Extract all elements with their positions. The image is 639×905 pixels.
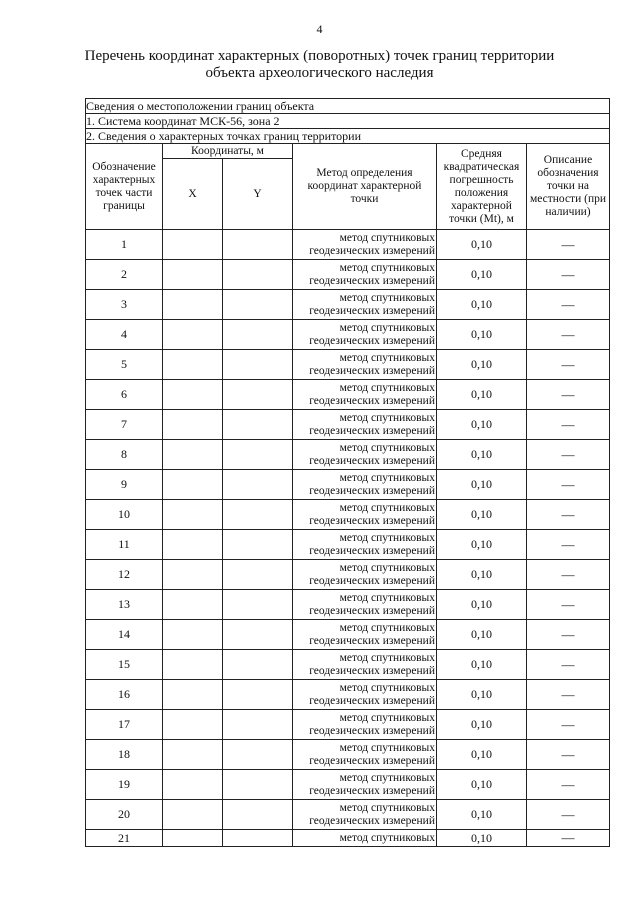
point-number: 12: [86, 560, 163, 590]
table-row: [86, 770, 610, 800]
method-cell: [293, 380, 437, 410]
method-line-2: геодезических измерений: [309, 664, 435, 677]
point-number: 2: [86, 260, 163, 290]
method-line-2: геодезических измерений: [309, 394, 435, 407]
coordinate-x: [163, 530, 223, 560]
coordinate-x: [163, 590, 223, 620]
error-value: 0,10: [437, 620, 527, 650]
table-row: [86, 440, 610, 470]
description-value: —: [527, 290, 610, 320]
point-number: 21: [86, 830, 163, 847]
method-cell: [293, 470, 437, 500]
point-number: 6: [86, 380, 163, 410]
description-value: —: [527, 440, 610, 470]
method-line-1: метод спутниковых: [339, 831, 435, 844]
description-value: —: [527, 740, 610, 770]
method-line-1: метод спутниковых: [339, 231, 435, 244]
description-value: —: [527, 650, 610, 680]
description-value: —: [527, 410, 610, 440]
error-value: 0,10: [437, 770, 527, 800]
coordinate-x: [163, 260, 223, 290]
table-row: [86, 470, 610, 500]
coordinate-x: [163, 800, 223, 830]
error-value: 0,10: [437, 560, 527, 590]
coordinate-x: [163, 740, 223, 770]
point-number: 14: [86, 620, 163, 650]
method-line-1: метод спутниковых: [339, 291, 435, 304]
method-cell: [293, 260, 437, 290]
table-row: [86, 560, 610, 590]
point-number: 4: [86, 320, 163, 350]
method-line-1: метод спутниковых: [339, 441, 435, 454]
method-cell: [293, 230, 437, 260]
coordinate-x: [163, 830, 223, 847]
error-value: 0,10: [437, 440, 527, 470]
method-line-2: геодезических измерений: [309, 814, 435, 827]
method-cell: [293, 320, 437, 350]
table-row: [86, 290, 610, 320]
table-row: [86, 830, 610, 847]
coordinate-y: [223, 560, 293, 590]
point-number: 5: [86, 350, 163, 380]
method-line-2: геодезических измерений: [309, 424, 435, 437]
method-cell: [293, 560, 437, 590]
coordinate-y: [223, 740, 293, 770]
description-value: —: [527, 530, 610, 560]
method-cell: [293, 770, 437, 800]
table-row: [86, 230, 610, 260]
error-value: 0,10: [437, 530, 527, 560]
method-line-2: геодезических измерений: [309, 634, 435, 647]
method-line-1: метод спутниковых: [339, 801, 435, 814]
info-row-points-info: 2. Сведения о характерных точках границ территории: [86, 129, 610, 144]
method-cell: [293, 350, 437, 380]
description-value: —: [527, 560, 610, 590]
error-value: 0,10: [437, 290, 527, 320]
page-number: 4: [316, 22, 323, 36]
document-title: [40, 48, 599, 82]
point-number: 15: [86, 650, 163, 680]
coordinate-y: [223, 500, 293, 530]
method-line-1: метод спутниковых: [339, 651, 435, 664]
method-line-2: геодезических измерений: [309, 754, 435, 767]
method-line-1: метод спутниковых: [339, 741, 435, 754]
coordinate-x: [163, 380, 223, 410]
table-row: [86, 590, 610, 620]
method-cell: [293, 530, 437, 560]
coordinate-x: [163, 350, 223, 380]
point-number: 16: [86, 680, 163, 710]
coordinate-y: [223, 230, 293, 260]
description-value: —: [527, 590, 610, 620]
header-description: Описание обозначения точки на местности (при наличии): [527, 144, 610, 230]
method-line-1: метод спутниковых: [339, 621, 435, 634]
method-line-1: метод спутниковых: [339, 591, 435, 604]
table-row: [86, 260, 610, 290]
method-line-2: геодезических измерений: [309, 514, 435, 527]
description-value: —: [527, 500, 610, 530]
description-value: —: [527, 470, 610, 500]
coordinate-y: [223, 530, 293, 560]
coordinate-y: [223, 410, 293, 440]
method-line-1: метод спутниковых: [339, 471, 435, 484]
table-row: [86, 740, 610, 770]
title-line-2: объекта археологического наследия: [205, 65, 434, 81]
error-value: 0,10: [437, 800, 527, 830]
coordinate-y: [223, 290, 293, 320]
description-value: —: [527, 830, 610, 847]
description-value: —: [527, 350, 610, 380]
coordinate-x: [163, 560, 223, 590]
coordinate-y: [223, 590, 293, 620]
point-number: 18: [86, 740, 163, 770]
method-line-2: геодезических измерений: [309, 724, 435, 737]
method-line-1: метод спутниковых: [339, 411, 435, 424]
method-cell: [293, 290, 437, 320]
coordinates-table: [85, 98, 610, 847]
point-number: 7: [86, 410, 163, 440]
coordinate-x: [163, 680, 223, 710]
coordinate-y: [223, 680, 293, 710]
method-cell: [293, 410, 437, 440]
header-coordinates: Координаты, м: [163, 144, 293, 159]
point-number: 8: [86, 440, 163, 470]
header-y: Y: [223, 159, 293, 230]
description-value: —: [527, 680, 610, 710]
point-number: 13: [86, 590, 163, 620]
method-line-1: метод спутниковых: [339, 381, 435, 394]
description-value: —: [527, 800, 610, 830]
coordinate-x: [163, 770, 223, 800]
method-line-2: геодезических измерений: [309, 274, 435, 287]
method-cell: [293, 680, 437, 710]
error-value: 0,10: [437, 830, 527, 847]
method-cell: [293, 500, 437, 530]
description-value: —: [527, 620, 610, 650]
method-line-2: геодезических измерений: [309, 694, 435, 707]
point-number: 19: [86, 770, 163, 800]
error-value: 0,10: [437, 590, 527, 620]
method-cell: [293, 710, 437, 740]
coordinate-y: [223, 380, 293, 410]
table-row: [86, 380, 610, 410]
point-number: 9: [86, 470, 163, 500]
error-value: 0,10: [437, 680, 527, 710]
info-row-coordinate-system: 1. Система координат МСК-56, зона 2: [86, 114, 610, 129]
method-line-2: геодезических измерений: [309, 334, 435, 347]
point-number: 10: [86, 500, 163, 530]
table-row: [86, 620, 610, 650]
coordinate-y: [223, 770, 293, 800]
error-value: 0,10: [437, 230, 527, 260]
description-value: —: [527, 260, 610, 290]
method-line-2: геодезических измерений: [309, 454, 435, 467]
method-cell: [293, 620, 437, 650]
coordinate-y: [223, 320, 293, 350]
method-line-2: геодезических измерений: [309, 484, 435, 497]
table-row: [86, 710, 610, 740]
description-value: —: [527, 320, 610, 350]
coordinate-y: [223, 620, 293, 650]
method-line-2: геодезических измерений: [309, 574, 435, 587]
error-value: 0,10: [437, 380, 527, 410]
coordinate-y: [223, 350, 293, 380]
table-row: [86, 530, 610, 560]
method-line-1: метод спутниковых: [339, 771, 435, 784]
method-line-2: геодезических измерений: [309, 244, 435, 257]
coordinate-x: [163, 290, 223, 320]
coordinate-x: [163, 650, 223, 680]
coordinate-y: [223, 800, 293, 830]
method-line-1: метод спутниковых: [339, 321, 435, 334]
error-value: 0,10: [437, 350, 527, 380]
method-cell: [293, 650, 437, 680]
header-designation: Обозначение характерных точек части границы: [86, 144, 163, 230]
method-cell: [293, 590, 437, 620]
coordinate-x: [163, 410, 223, 440]
method-line-2: геодезических измерений: [309, 784, 435, 797]
method-cell: [293, 440, 437, 470]
method-line-2: геодезических измерений: [309, 544, 435, 557]
table-row: [86, 680, 610, 710]
error-value: 0,10: [437, 710, 527, 740]
table-row: [86, 650, 610, 680]
coordinate-y: [223, 830, 293, 847]
method-cell: [293, 830, 437, 847]
method-cell: [293, 800, 437, 830]
method-line-1: метод спутниковых: [339, 711, 435, 724]
method-line-2: геодезических измерений: [309, 364, 435, 377]
method-line-1: метод спутниковых: [339, 681, 435, 694]
coordinate-y: [223, 470, 293, 500]
coordinate-y: [223, 650, 293, 680]
coordinate-x: [163, 500, 223, 530]
description-value: —: [527, 230, 610, 260]
method-line-1: метод спутниковых: [339, 531, 435, 544]
method-cell: [293, 740, 437, 770]
coordinate-x: [163, 320, 223, 350]
error-value: 0,10: [437, 500, 527, 530]
method-line-1: метод спутниковых: [339, 561, 435, 574]
error-value: 0,10: [437, 470, 527, 500]
header-x: X: [163, 159, 223, 230]
title-line-1: Перечень координат характерных (поворотных) точек границ территории: [84, 48, 555, 64]
header-error: Средняя квадратическая погрешность положения характерной точки (Mt), м: [437, 144, 527, 230]
point-number: 17: [86, 710, 163, 740]
error-value: 0,10: [437, 740, 527, 770]
header-method: Метод определения координат характерной точки: [293, 144, 437, 230]
table-row: [86, 500, 610, 530]
point-number: 3: [86, 290, 163, 320]
description-value: —: [527, 710, 610, 740]
method-line-1: метод спутниковых: [339, 501, 435, 514]
description-value: —: [527, 770, 610, 800]
point-number: 11: [86, 530, 163, 560]
coordinate-x: [163, 620, 223, 650]
method-line-2: геодезических измерений: [309, 604, 435, 617]
table-row: [86, 320, 610, 350]
error-value: 0,10: [437, 320, 527, 350]
coordinate-x: [163, 440, 223, 470]
description-value: —: [527, 380, 610, 410]
coordinate-y: [223, 260, 293, 290]
table-row: [86, 800, 610, 830]
point-number: 1: [86, 230, 163, 260]
point-number: 20: [86, 800, 163, 830]
table-row: [86, 350, 610, 380]
error-value: 0,10: [437, 410, 527, 440]
coordinate-y: [223, 710, 293, 740]
coordinate-x: [163, 230, 223, 260]
table-row: [86, 410, 610, 440]
coordinate-y: [223, 440, 293, 470]
coordinate-x: [163, 470, 223, 500]
method-line-2: геодезических измерений: [309, 304, 435, 317]
error-value: 0,10: [437, 260, 527, 290]
coordinate-x: [163, 710, 223, 740]
method-line-1: метод спутниковых: [339, 261, 435, 274]
method-line-1: метод спутниковых: [339, 351, 435, 364]
info-row-location: Сведения о местоположении границ объекта: [86, 99, 610, 114]
error-value: 0,10: [437, 650, 527, 680]
